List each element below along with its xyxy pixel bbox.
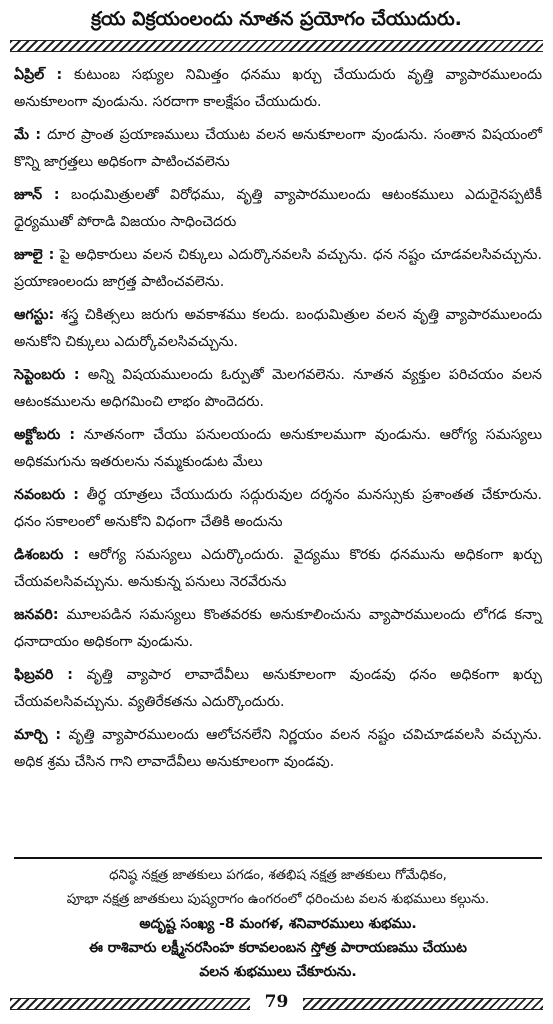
- decorative-border-bottom-left: [10, 998, 250, 1010]
- entry-april: [14, 62, 542, 115]
- footer-remedy-line-1: ఈ రాశివారు లక్ష్మీనరసింహ కరావలంబన స్తోత్ర పారాయణము చేయుట: [89, 940, 467, 956]
- month-label: జనవరి:: [14, 607, 59, 623]
- month-label: సెప్టెంబరు :: [14, 367, 80, 383]
- month-label: మే :: [14, 127, 42, 143]
- month-label: జూలై :: [14, 247, 55, 263]
- entry-text: నూతనంగా చేయు పనులయందు అనుకూలముగా వుండును. ఆరోగ్య సమస్యలు అధికమగును ఇతరులను నమ్మకుండుట మేలు: [14, 427, 542, 470]
- decorative-border-bottom-right: [303, 998, 543, 1010]
- footer-lucky-number: అదృష్ట సంఖ్య -8 మంగళ, శనివారములు శుభము.: [139, 916, 417, 932]
- month-label: జూన్ :: [14, 187, 60, 203]
- entry-september: [14, 362, 542, 415]
- entry-text: ఆరోగ్య సమస్యలు ఎదుర్కొందురు. వైద్యము కొరకు ధనమును అధికంగా ఖర్చు చేయవలసివచ్చును. అనుకున్న పనులు నెరవేరును: [14, 547, 542, 590]
- decorative-border-top: [10, 40, 543, 52]
- page-title: క్రయ విక్రయంలందు నూతన ప్రయోగం చేయుదురు.: [91, 8, 462, 30]
- footer-notes: [14, 864, 542, 984]
- month-label: ఆగస్టు:: [14, 307, 55, 323]
- page-footer-bar: [10, 994, 543, 1014]
- section-divider: [14, 857, 542, 859]
- entry-text: మూలపడిన సమస్యలు కొంతవరకు అనుకూలించును వ్యాపారములందు లోగడ కన్నా ధనాదాయం అధికంగా వుండును.: [14, 607, 542, 650]
- page-number: 79: [264, 992, 289, 1012]
- footer-gemstone-line-2: పూభా నక్షత్ర జాతకులు పుష్యరాగం ఉంగరంలో ధరించుట వలన శుభములు కల్గును.: [66, 892, 490, 907]
- entry-july: [14, 242, 542, 295]
- entry-text: బంధుమిత్రులతో విరోధము, వృత్తి వ్యాపారములందు ఆటంకములు ఎదురైనప్పటికీ ధైర్యముతో పోరాడి విజయం సాధించెదరు: [14, 187, 542, 230]
- entry-text: వృత్తి వ్యాపార లావాదేవీలు అనుకూలంగా వుండవు ధనం అధికంగా ఖర్చు చేయవలసివచ్చును. వ్యతిరేకతను ఎదుర్కొందురు.: [14, 667, 542, 710]
- entry-january: [14, 602, 542, 655]
- month-label: నవంబరు :: [14, 487, 79, 503]
- entry-may: [14, 122, 542, 175]
- entry-text: తీర్థ యాత్రలు చేయుదురు సద్గురువుల దర్శనం మనస్సుకు ప్రశాంతత చేకూరును. ధనం సకాలంలో అనుకోని విధంగా చేతికి అందును: [14, 487, 542, 530]
- month-label: మార్చి :: [14, 727, 62, 743]
- footer-remedy-line-2: వలన శుభములు చేకూరును.: [199, 964, 357, 980]
- entry-august: [14, 302, 542, 355]
- footer-gemstone-line-1: ధనిష్ఠ నక్షత్ర జాతకులు పగడం, శతభిష నక్షత్ర జాతకులు గోమేధికం,: [109, 868, 447, 883]
- month-label: ఫిబ్రవరి :: [14, 667, 73, 683]
- entry-november: [14, 482, 542, 535]
- entry-june: [14, 182, 542, 235]
- entry-february: [14, 662, 542, 715]
- entry-text: పై అధికారులు వలన చిక్కులు ఎదుర్కొనవలసి వచ్చును. ధన నష్టం చూడవలసివచ్చును. ప్రయాణంలందు జాగ్రత్త పాటించవలెను.: [14, 247, 542, 290]
- entry-march: [14, 722, 542, 775]
- monthly-predictions: [14, 62, 542, 782]
- entry-text: కుటుంబ సభ్యుల నిమిత్తం ధనము ఖర్చు చేయుదురు వృత్తి వ్యాపారములందు అనుకూలంగా వుండును. సరదాగా కాలక్షేపం చేయుదురు.: [14, 67, 542, 110]
- month-label: అక్టోబరు :: [14, 427, 76, 443]
- entry-text: అన్ని విషయములందు ఓర్పుతో మెలగవలెను. నూతన వ్యక్తుల పరిచయం వలన ఆటంకములను అధిగమించి లాభం పొందెదరు.: [14, 367, 542, 410]
- entry-text: దూర ప్రాంత ప్రయాణములు చేయుట వలన అనుకూలంగా వుండును. సంతాన విషయంలో కొన్ని జాగ్రత్తలు అధికంగా పాటించవలెను: [14, 127, 542, 170]
- month-label: ఏప్రిల్ :: [14, 67, 63, 83]
- entry-october: [14, 422, 542, 475]
- entry-december: [14, 542, 542, 595]
- entry-text: వృత్తి వ్యాపారములందు ఆలోచనలేని నిర్ణయం వలన నష్టం చవిచూడవలసి వచ్చును. అధిక శ్రమ చేసిన గాని లావాదేవీలు అనుకూలంగా వుండవు.: [14, 727, 542, 770]
- month-label: డిశంబరు :: [14, 547, 80, 563]
- entry-text: శస్త్ర చికిత్సలు జరుగు అవకాశము కలదు. బంధుమిత్రుల వలన వృత్తి వ్యాపారములందు అనుకోని చిక్కులు ఎదుర్కోవలసివచ్చును.: [14, 307, 542, 350]
